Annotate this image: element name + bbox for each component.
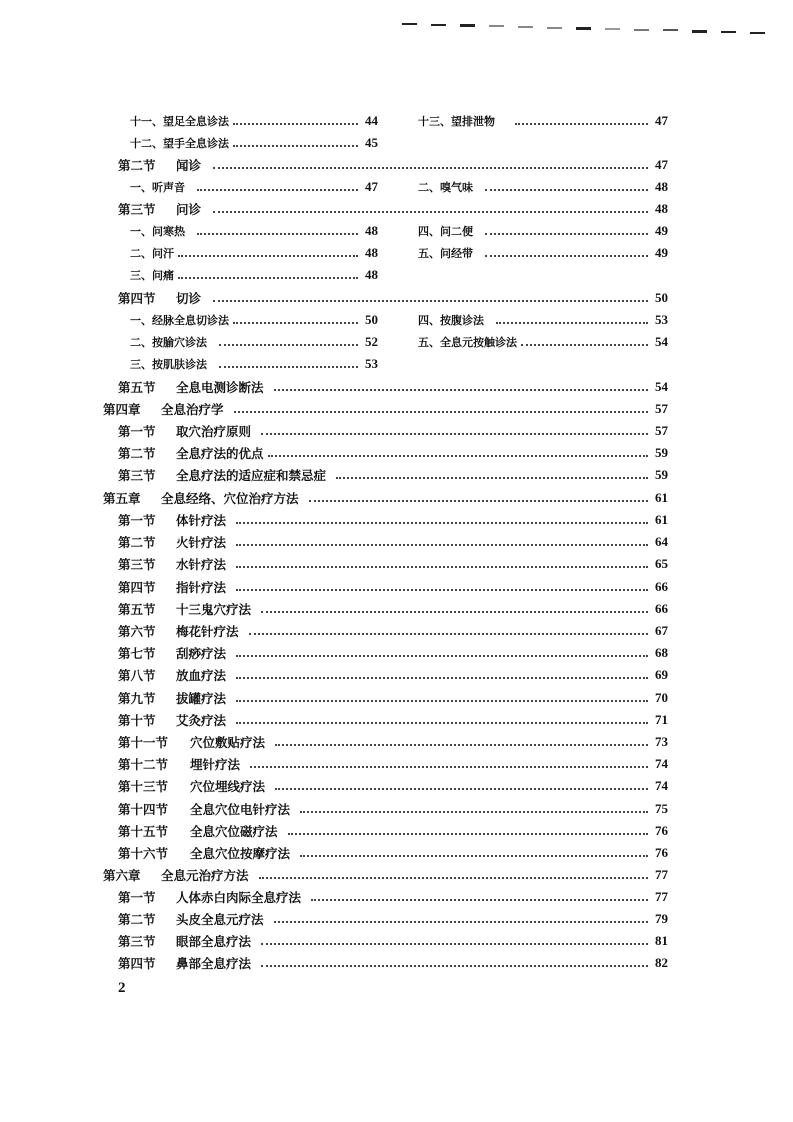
leader-dots	[275, 744, 648, 746]
toc-section[interactable]	[118, 420, 668, 442]
toc-chapter[interactable]	[103, 864, 668, 886]
toc-entry-label: 三、问痛	[130, 269, 174, 282]
section-title: 切诊	[176, 291, 202, 306]
toc-entry-label: 十三、望排泄物	[418, 115, 495, 128]
leader-dots	[496, 322, 648, 324]
section-title: 指针疗法	[176, 579, 227, 595]
section-title: 取穴治疗原则	[176, 424, 252, 439]
toc-entry[interactable]	[130, 220, 378, 242]
toc-section[interactable]	[118, 531, 668, 553]
section-number: 第五节	[118, 601, 156, 617]
section-number: 第六节	[118, 624, 156, 639]
section-title: 头皮全息元疗法	[176, 912, 264, 927]
section-number: 第十六节	[118, 846, 169, 861]
leader-dots	[236, 544, 648, 546]
section-title: 梅花针疗法	[176, 624, 239, 639]
section-title: 十三鬼穴疗法	[176, 601, 252, 617]
section-number: 第八节	[118, 668, 156, 684]
toc-page-number: 82	[655, 955, 668, 970]
toc-page-number: 48	[655, 201, 668, 216]
chapter-number: 第五章	[103, 491, 141, 506]
toc-section[interactable]	[118, 798, 668, 820]
toc-entry-label: 五、全息元按触诊法	[418, 336, 517, 349]
toc-entry-label: 一、经脉全息切诊法	[130, 314, 229, 327]
toc-entry[interactable]	[130, 132, 378, 154]
section-number: 第二节	[118, 535, 156, 551]
leader-dots	[236, 522, 648, 524]
toc-section[interactable]	[118, 642, 668, 664]
toc-page-number: 48	[655, 179, 668, 194]
leader-dots	[261, 433, 648, 435]
toc-section[interactable]	[118, 930, 668, 952]
toc-entry-label: 四、问二便	[418, 225, 473, 238]
section-title: 全息穴位按摩疗法	[190, 846, 291, 861]
leader-dots	[288, 833, 648, 835]
toc-page-number: 59	[655, 445, 668, 460]
toc-entry-label: 三、按肌肤诊法	[130, 358, 207, 371]
section-title: 放血疗法	[176, 668, 227, 684]
section-number: 第十二节	[118, 757, 169, 773]
toc-section[interactable]	[118, 464, 668, 486]
toc-page-number: 48	[365, 267, 378, 282]
section-number: 第二节	[118, 446, 156, 461]
leader-dots	[236, 655, 648, 657]
toc-page-number: 75	[655, 800, 668, 816]
toc-entry[interactable]	[418, 220, 668, 242]
leader-dots	[197, 233, 358, 235]
toc-section[interactable]	[118, 886, 668, 908]
leader-dots	[213, 211, 648, 213]
leader-dots	[300, 855, 648, 857]
toc-entry[interactable]	[418, 176, 668, 198]
leader-dots	[233, 123, 358, 125]
toc-page-number: 44	[365, 113, 378, 128]
section-number: 第二节	[118, 158, 156, 173]
leader-dots	[515, 123, 648, 125]
toc-entry-label: 十一、望足全息诊法	[130, 115, 229, 128]
toc-section[interactable]	[118, 509, 668, 531]
toc-section[interactable]	[118, 376, 668, 398]
toc-page-number: 52	[365, 334, 378, 349]
toc-page-number: 54	[655, 379, 668, 394]
toc-section[interactable]	[118, 620, 668, 642]
section-number: 第五节	[118, 380, 156, 395]
leader-dots	[300, 811, 648, 813]
toc-section[interactable]	[118, 820, 668, 842]
toc-page-number: 68	[655, 645, 668, 661]
toc-section[interactable]	[118, 553, 668, 575]
leader-dots	[178, 255, 358, 257]
toc-page-number: 71	[655, 711, 668, 727]
section-title: 埋针疗法	[190, 757, 241, 773]
leader-dots	[261, 611, 648, 613]
toc-page-number: 61	[655, 490, 668, 505]
toc-section[interactable]	[118, 753, 668, 775]
toc-section[interactable]	[118, 442, 668, 464]
section-number: 第一节	[118, 424, 156, 439]
section-number: 第二节	[118, 912, 156, 927]
section-number: 第十四节	[118, 801, 169, 817]
leader-dots	[236, 722, 648, 724]
toc-entry[interactable]	[130, 309, 378, 331]
toc-chapter[interactable]	[103, 487, 668, 509]
section-number: 第三节	[118, 202, 156, 217]
toc-entry[interactable]	[418, 309, 668, 331]
toc-page-number: 65	[655, 556, 668, 572]
chapter-title: 全息治疗学	[161, 402, 224, 417]
toc-page-number: 77	[655, 889, 668, 904]
section-title: 艾灸疗法	[176, 712, 227, 728]
toc-section[interactable]	[118, 908, 668, 930]
leader-dots	[309, 500, 648, 502]
toc-entry-label: 二、问汗	[130, 247, 174, 260]
leader-dots	[274, 389, 648, 391]
section-title: 刮痧疗法	[176, 646, 227, 662]
toc-section[interactable]	[118, 287, 668, 309]
leader-dots	[236, 677, 648, 679]
section-number: 第十节	[118, 712, 156, 728]
toc-entry-label: 一、问寒热	[130, 225, 185, 238]
section-title: 火针疗法	[176, 535, 227, 551]
toc-page-number: 54	[655, 334, 668, 349]
section-number: 第十三节	[118, 779, 169, 795]
section-title: 问诊	[176, 202, 202, 217]
leader-dots	[259, 877, 648, 879]
toc-page-number: 50	[655, 290, 668, 305]
section-title: 闻诊	[176, 158, 202, 173]
chapter-number: 第六章	[103, 868, 141, 883]
section-number: 第四节	[118, 956, 156, 971]
toc-section[interactable]	[118, 687, 668, 709]
section-number: 第三节	[118, 468, 156, 483]
section-number: 第十一节	[118, 735, 169, 750]
toc-entry-label: 二、按腧穴诊法	[130, 336, 207, 349]
section-title: 穴位敷贴疗法	[190, 735, 266, 750]
chapter-title: 全息经络、穴位治疗方法	[161, 491, 299, 506]
leader-dots	[236, 566, 648, 568]
toc-page-number: 48	[365, 223, 378, 238]
toc-section[interactable]	[118, 198, 668, 220]
page-number: 2	[118, 980, 126, 996]
toc-page-number: 47	[365, 179, 378, 194]
leader-dots	[213, 300, 648, 302]
section-number: 第九节	[118, 690, 156, 706]
leader-dots	[268, 455, 648, 457]
leader-dots	[336, 477, 648, 479]
toc-page-number: 50	[365, 312, 378, 327]
toc-entry-label: 五、问经带	[418, 247, 473, 260]
section-title: 全息电测诊断法	[176, 380, 264, 395]
toc-page-number: 77	[655, 867, 668, 882]
toc-entry-label: 四、按腹诊法	[418, 314, 484, 327]
toc-section[interactable]	[118, 731, 668, 753]
toc-page-number: 64	[655, 534, 668, 550]
section-title: 全息穴位磁疗法	[190, 823, 278, 839]
toc-page-number: 57	[655, 401, 668, 416]
toc-page-number: 74	[655, 778, 668, 794]
toc-entry-label: 十二、望手全息诊法	[130, 137, 229, 150]
toc-page-number: 49	[655, 223, 668, 238]
toc-page-number: 49	[655, 245, 668, 260]
section-number: 第七节	[118, 646, 156, 662]
toc-page-number: 53	[365, 356, 378, 371]
toc-page-number: 47	[655, 113, 668, 128]
toc-page-number: 47	[655, 157, 668, 172]
leader-dots	[311, 899, 648, 901]
toc-entry[interactable]	[418, 242, 668, 264]
toc-page-number: 59	[655, 467, 668, 482]
leader-dots	[274, 921, 648, 923]
toc-page-number: 66	[655, 600, 668, 616]
toc-page-number: 81	[655, 933, 668, 948]
leader-dots	[213, 167, 648, 169]
leader-dots	[236, 589, 648, 591]
toc-page-number: 66	[655, 578, 668, 594]
toc-entry[interactable]	[130, 176, 378, 198]
leader-dots	[521, 344, 648, 346]
leader-dots	[275, 788, 648, 790]
section-number: 第四节	[118, 291, 156, 306]
leader-dots	[219, 366, 358, 368]
section-number: 第一节	[118, 890, 156, 905]
toc-page-number: 76	[655, 845, 668, 860]
leader-dots	[219, 344, 358, 346]
section-number: 第一节	[118, 513, 156, 528]
section-title: 眼部全息疗法	[176, 934, 252, 949]
toc-page-number: 70	[655, 689, 668, 705]
toc-section[interactable]	[118, 664, 668, 686]
chapter-title: 全息元治疗方法	[161, 868, 249, 883]
leader-dots	[261, 943, 648, 945]
section-title: 水针疗法	[176, 557, 227, 573]
toc-page-number: 69	[655, 667, 668, 683]
toc-section[interactable]	[118, 154, 668, 176]
toc-chapter[interactable]	[103, 398, 668, 420]
toc-page-number: 53	[655, 312, 668, 327]
leader-dots	[197, 189, 358, 191]
toc-section[interactable]	[118, 775, 668, 797]
toc-entry[interactable]	[418, 331, 668, 353]
toc-section[interactable]	[118, 598, 668, 620]
toc-entry[interactable]	[418, 110, 668, 132]
leader-dots	[233, 145, 358, 147]
section-number: 第十五节	[118, 823, 169, 839]
toc-page-number: 76	[655, 822, 668, 838]
leader-dots	[249, 633, 648, 635]
toc-entry[interactable]	[130, 110, 378, 132]
section-title: 拔罐疗法	[176, 690, 227, 706]
section-title: 鼻部全息疗法	[176, 956, 252, 971]
toc-page-number: 57	[655, 423, 668, 438]
section-title: 体针疗法	[176, 513, 227, 528]
section-number: 第四节	[118, 579, 156, 595]
toc-section[interactable]	[118, 842, 668, 864]
toc-entry[interactable]	[130, 353, 378, 375]
leader-dots	[234, 411, 648, 413]
toc-entry-label: 二、嗅气味	[418, 181, 473, 194]
toc-page-number: 48	[365, 245, 378, 260]
toc-page-number: 45	[365, 135, 378, 150]
toc-section[interactable]	[118, 952, 668, 974]
header-rule-marks	[402, 23, 782, 33]
section-title: 全息疗法的适应症和禁忌症	[176, 468, 327, 483]
toc-page-number: 67	[655, 623, 668, 638]
section-number: 第三节	[118, 934, 156, 949]
toc-entry-label: 一、听声音	[130, 181, 185, 194]
section-number: 第三节	[118, 557, 156, 573]
leader-dots	[236, 700, 648, 702]
toc-entry[interactable]	[130, 242, 378, 264]
toc-page-number: 73	[655, 734, 668, 749]
leader-dots	[485, 233, 648, 235]
section-title: 穴位埋线疗法	[190, 779, 266, 795]
toc-entry[interactable]	[130, 331, 378, 353]
leader-dots	[261, 965, 648, 967]
leader-dots	[485, 255, 648, 257]
toc-section[interactable]	[118, 709, 668, 731]
section-title: 全息疗法的优点	[176, 446, 264, 461]
leader-dots	[250, 766, 648, 768]
section-title: 人体赤白肉际全息疗法	[176, 890, 302, 905]
toc-page-number: 61	[655, 512, 668, 527]
toc-page-number: 74	[655, 756, 668, 772]
section-title: 全息穴位电针疗法	[190, 801, 291, 817]
leader-dots	[485, 189, 648, 191]
leader-dots	[233, 322, 358, 324]
toc-entry[interactable]	[130, 264, 378, 286]
toc-section[interactable]	[118, 576, 668, 598]
leader-dots	[178, 277, 358, 279]
toc-page-number: 79	[655, 911, 668, 926]
chapter-number: 第四章	[103, 402, 141, 417]
